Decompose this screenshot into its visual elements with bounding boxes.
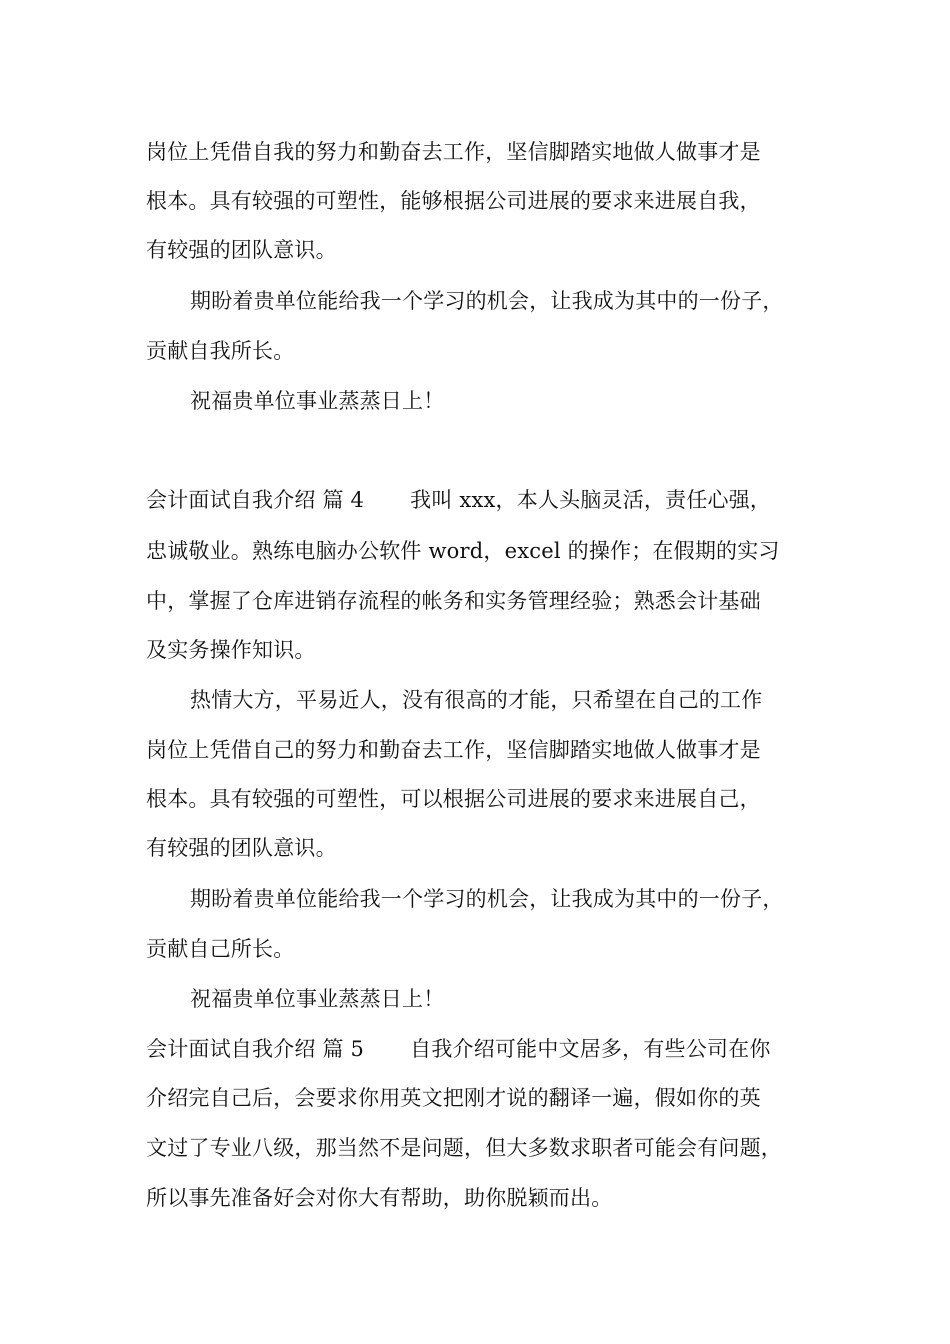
- paragraph-line: 所以事先准备好会对你大有帮助，助你脱颖而出。: [146, 1186, 613, 1210]
- paragraph-line: 根本。具有较强的可塑性，能够根据公司进展的要求来进展自我，: [146, 189, 761, 213]
- paragraph-line: 忠诚敬业。熟练电脑办公软件 word，excel 的操作；在假期的实习: [146, 539, 780, 563]
- section-title: 会计面试自我介绍 篇 4: [146, 488, 365, 512]
- paragraph-line: 及实务操作知识。: [146, 638, 316, 662]
- paragraph-line: 期盼着贵单位能给我一个学习的机会，让我成为其中的一份子，: [190, 289, 784, 313]
- paragraph-line: 岗位上凭借自我的努力和勤奋去工作，坚信脚踏实地做人做事才是: [146, 140, 761, 164]
- paragraph-line: 文过了专业八级，那当然不是问题，但大多数求职者可能会有问题，: [146, 1136, 782, 1160]
- paragraph-line: 中，掌握了仓库进销存流程的帐务和实务管理经验；熟悉会计基础: [146, 589, 761, 613]
- paragraph-line: 有较强的团队意识。: [146, 238, 337, 262]
- paragraph-line: 岗位上凭借自己的努力和勤奋去工作，坚信脚踏实地做人做事才是: [146, 738, 761, 762]
- paragraph-line: 贡献自我所长。: [146, 339, 295, 363]
- section-title: 会计面试自我介绍 篇 5: [146, 1037, 365, 1061]
- paragraph-line: 介绍完自己后，会要求你用英文把刚才说的翻译一遍，假如你的英: [146, 1086, 761, 1110]
- paragraph-line: 祝福贵单位事业蒸蒸日上！: [190, 987, 445, 1011]
- section-intro-text: 我叫 xxx，本人头脑灵活，责任心强，: [410, 488, 772, 512]
- paragraph-line: 根本。具有较强的可塑性，可以根据公司进展的要求来进展自己，: [146, 787, 761, 811]
- section-heading-4: [146, 486, 836, 514]
- paragraph-line: 祝福贵单位事业蒸蒸日上！: [190, 389, 445, 413]
- paragraph-line: 贡献自己所长。: [146, 937, 295, 961]
- paragraph-line: 期盼着贵单位能给我一个学习的机会，让我成为其中的一份子，: [190, 887, 784, 911]
- section-heading-5: [146, 1035, 836, 1063]
- paragraph-line: 热情大方，平易近人，没有很高的才能，只希望在自己的工作: [190, 688, 763, 712]
- section-intro-text: 自我介绍可能中文居多，有些公司在你: [410, 1037, 771, 1061]
- paragraph-line: 有较强的团队意识。: [146, 836, 337, 860]
